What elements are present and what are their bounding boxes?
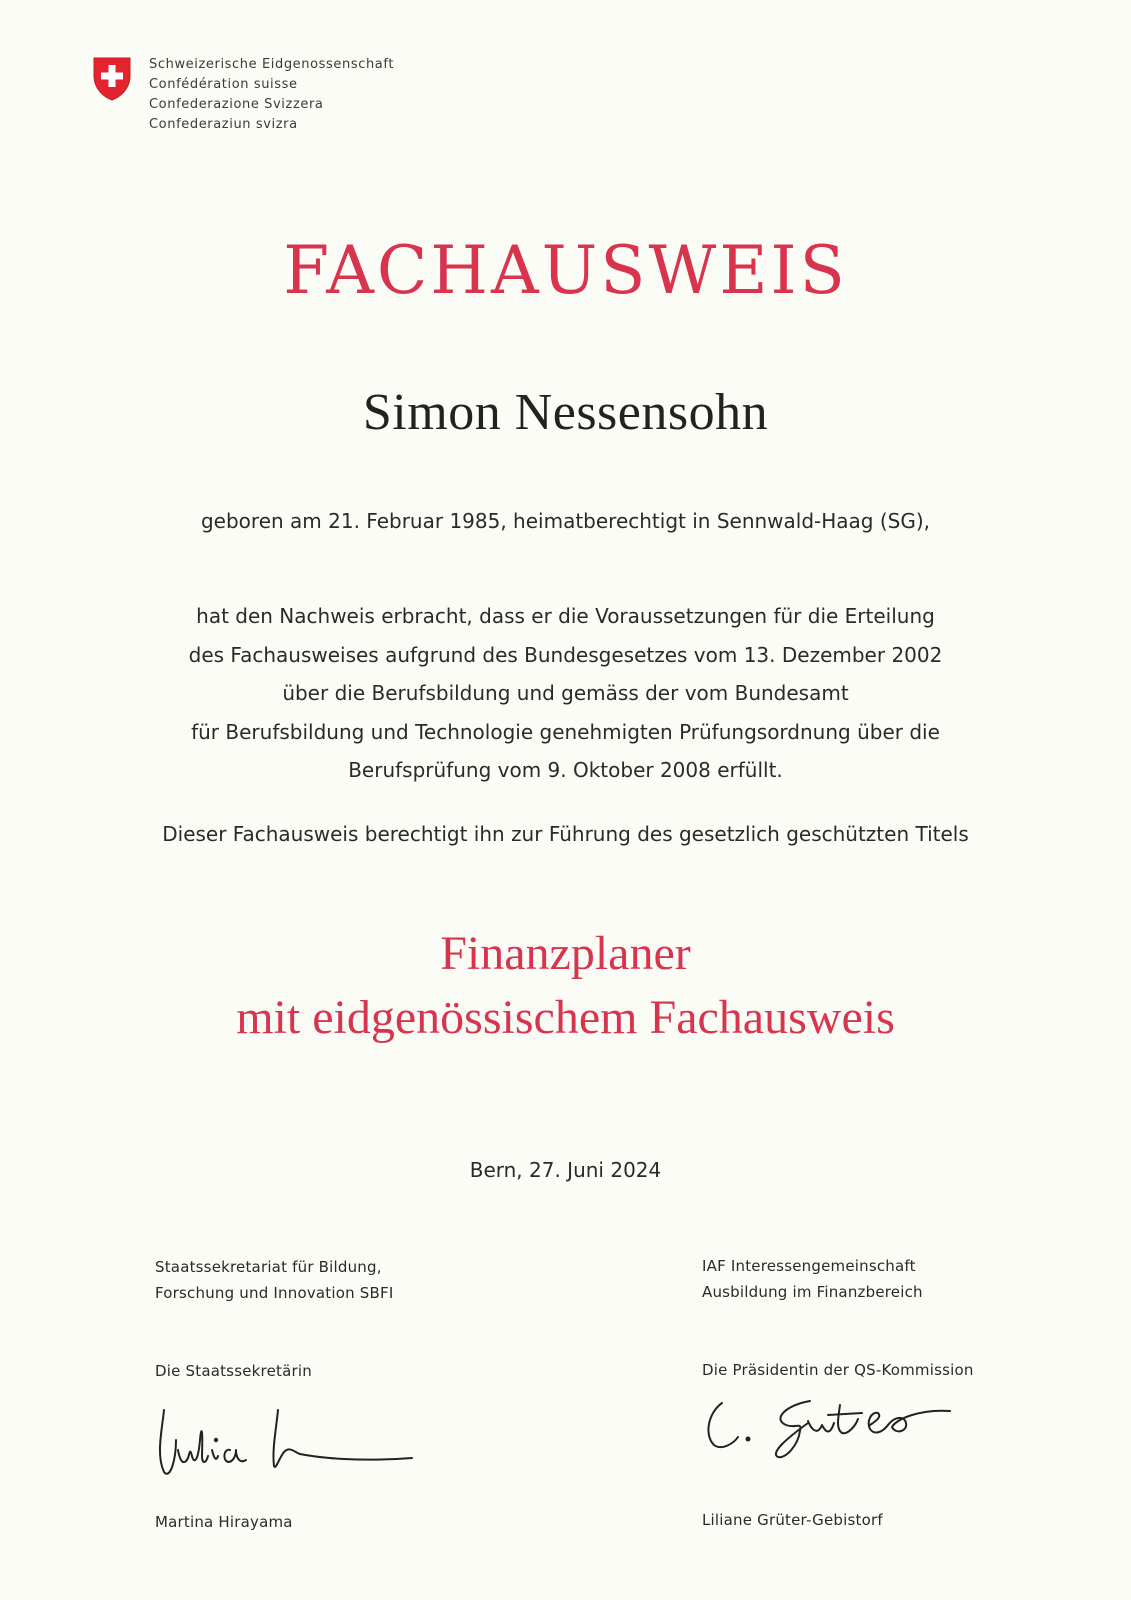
organization-line: IAF Interessengemeinschaft xyxy=(702,1257,916,1275)
profession-title xyxy=(0,922,1131,1050)
confederation-names xyxy=(149,55,394,135)
left-signatory-name: Martina Hirayama xyxy=(155,1513,293,1531)
left-signatory-role: Die Staatssekretärin xyxy=(155,1362,312,1380)
entitlement-line: Dieser Fachausweis berechtigt ihn zur Führung des gesetzlich geschützten Titels xyxy=(162,822,969,846)
organization-line: Forschung und Innovation SBFI xyxy=(155,1284,394,1302)
organization-line: Staatssekretariat für Bildung, xyxy=(155,1258,382,1276)
confederation-name-fr: Confédération suisse xyxy=(149,77,298,92)
left-signature xyxy=(150,1400,430,1485)
confederation-name-rm: Confederaziun svizra xyxy=(149,117,298,132)
right-organization xyxy=(702,1253,923,1305)
right-signature xyxy=(700,1395,980,1475)
left-organization xyxy=(155,1254,393,1306)
holder-name: Simon Nessensohn xyxy=(362,384,769,441)
paragraph-line: Berufsprüfung vom 9. Oktober 2008 erfüllt. xyxy=(348,758,783,783)
organization-line: Ausbildung im Finanzbereich xyxy=(702,1283,923,1301)
paragraph-line: über die Berufsbildung und gemäss der vom Bundesamt xyxy=(282,681,849,706)
birth-line: geboren am 21. Februar 1985, heimatberechtigt in Sennwald-Haag (SG), xyxy=(200,509,931,533)
right-signatory-name: Liliane Grüter-Gebistorf xyxy=(702,1511,883,1529)
profession-line: Finanzplaner xyxy=(440,927,691,980)
paragraph-line: für Berufsbildung und Technologie genehmigten Prüfungsordnung über die xyxy=(191,719,940,744)
certificate-title: FACHAUSWEIS xyxy=(283,232,848,309)
swiss-coat-of-arms-icon xyxy=(92,56,132,102)
right-signatory-role: Die Präsidentin der QS-Kommission xyxy=(702,1361,974,1379)
paragraph-line: hat den Nachweis erbracht, dass er die Voraussetzungen für die Erteilung xyxy=(196,604,935,628)
confederation-name-it: Confederazione Svizzera xyxy=(149,97,324,112)
paragraph-line: des Fachausweises aufgrund des Bundesgesetzes vom 13. Dezember 2002 xyxy=(188,642,943,667)
place-date: Bern, 27. Juni 2024 xyxy=(469,1158,662,1182)
certification-paragraph xyxy=(0,597,1131,790)
confederation-name-de: Schweizerische Eidgenossenschaft xyxy=(149,57,395,72)
profession-line: mit eidgenössischem Fachausweis xyxy=(236,991,895,1044)
